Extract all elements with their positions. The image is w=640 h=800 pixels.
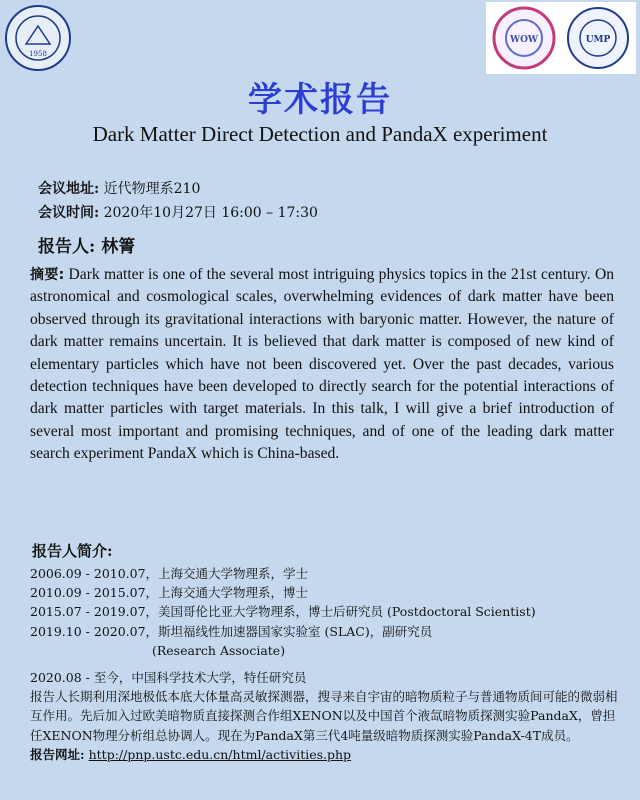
- logo-right-text: UMP: [585, 35, 611, 45]
- url-label: 报告网址:: [30, 746, 85, 762]
- venue-row: [38, 178, 200, 198]
- speaker-name: 林箐: [101, 237, 136, 257]
- speaker-row: [38, 232, 135, 257]
- activities-link[interactable]: http://pnp.ustc.edu.cn/html/activities.php: [88, 746, 352, 762]
- time-value: 2020年10月27日 16:00 – 17:30: [103, 205, 318, 221]
- bio-entry: 2020.08 - 至今，中国科学技术大学，特任研究员: [30, 670, 307, 686]
- url-row: [30, 745, 620, 764]
- time-label: 会议时间:: [38, 205, 100, 221]
- bio-section: [30, 564, 620, 764]
- venue-label: 会议地址:: [38, 181, 100, 197]
- venue-value: 近代物理系210: [103, 181, 201, 197]
- bio-title: 报告人简介:: [32, 542, 113, 560]
- abstract-text: Dark matter is one of the several most intriguing physics topics in the 21st century. On astronomical and cosmological scales, overwhelming evidences of dark matter have been observed through its gravitational interactions with baryonic matter. However, the nature of dark matter remains uncertain. It is believed that dark matter is composed of new kind of elementary particles which have not been discovered yet. Over the past decades, various detection techniques have been developed to directly search for the potential interactions of dark matter particles with target materials. In this talk, I will give a brief introduction of several most important and promising techniques, and of one of the leading dark matter search experiment PandaX which is China-based.: [30, 266, 614, 463]
- time-row: [38, 202, 318, 222]
- bio-entry: 2010.09 - 2015.07，上海交通大学物理系，博士: [30, 585, 309, 601]
- partner-logos: [486, 2, 636, 74]
- abstract-label: 摘要:: [30, 267, 65, 283]
- bio-entry: 2015.07 - 2019.07，美国哥伦比亚大学物理系，博士后研究员 (Postdoctoral Scientist): [30, 604, 536, 620]
- page-title-cn: 学术报告: [248, 80, 392, 120]
- bio-paragraph: 报告人长期利用深地极低本底大体量高灵敏探测器，搜寻来自宇宙的暗物质粒子与普通物质间可能的微弱相互作用。先后加入过欧美暗物质直接探测合作组XENON以及中国首个液氙暗物质探测实验PandaX，曾担任XENON物理分析组总协调人。现在为PandaX第三代4吨量级暗物质探测实验PandaX-4T成员。: [30, 689, 618, 743]
- bio-entry-continuation: (Research Associate): [152, 642, 286, 658]
- logo-left-text: WOW: [509, 35, 539, 45]
- bio-entry: 2019.10 - 2020.07，斯坦福线性加速器国家实验室 (SLAC)，副研究员: [30, 623, 433, 639]
- talk-title-en: Dark Matter Direct Detection and PandaX experiment: [92, 122, 548, 146]
- logo-year: 1958: [29, 50, 47, 58]
- speaker-label: 报告人:: [38, 237, 96, 257]
- bio-entry: 2006.09 - 2010.07，上海交通大学物理系，学士: [30, 566, 309, 581]
- university-logo: [4, 4, 72, 72]
- abstract: [30, 264, 614, 466]
